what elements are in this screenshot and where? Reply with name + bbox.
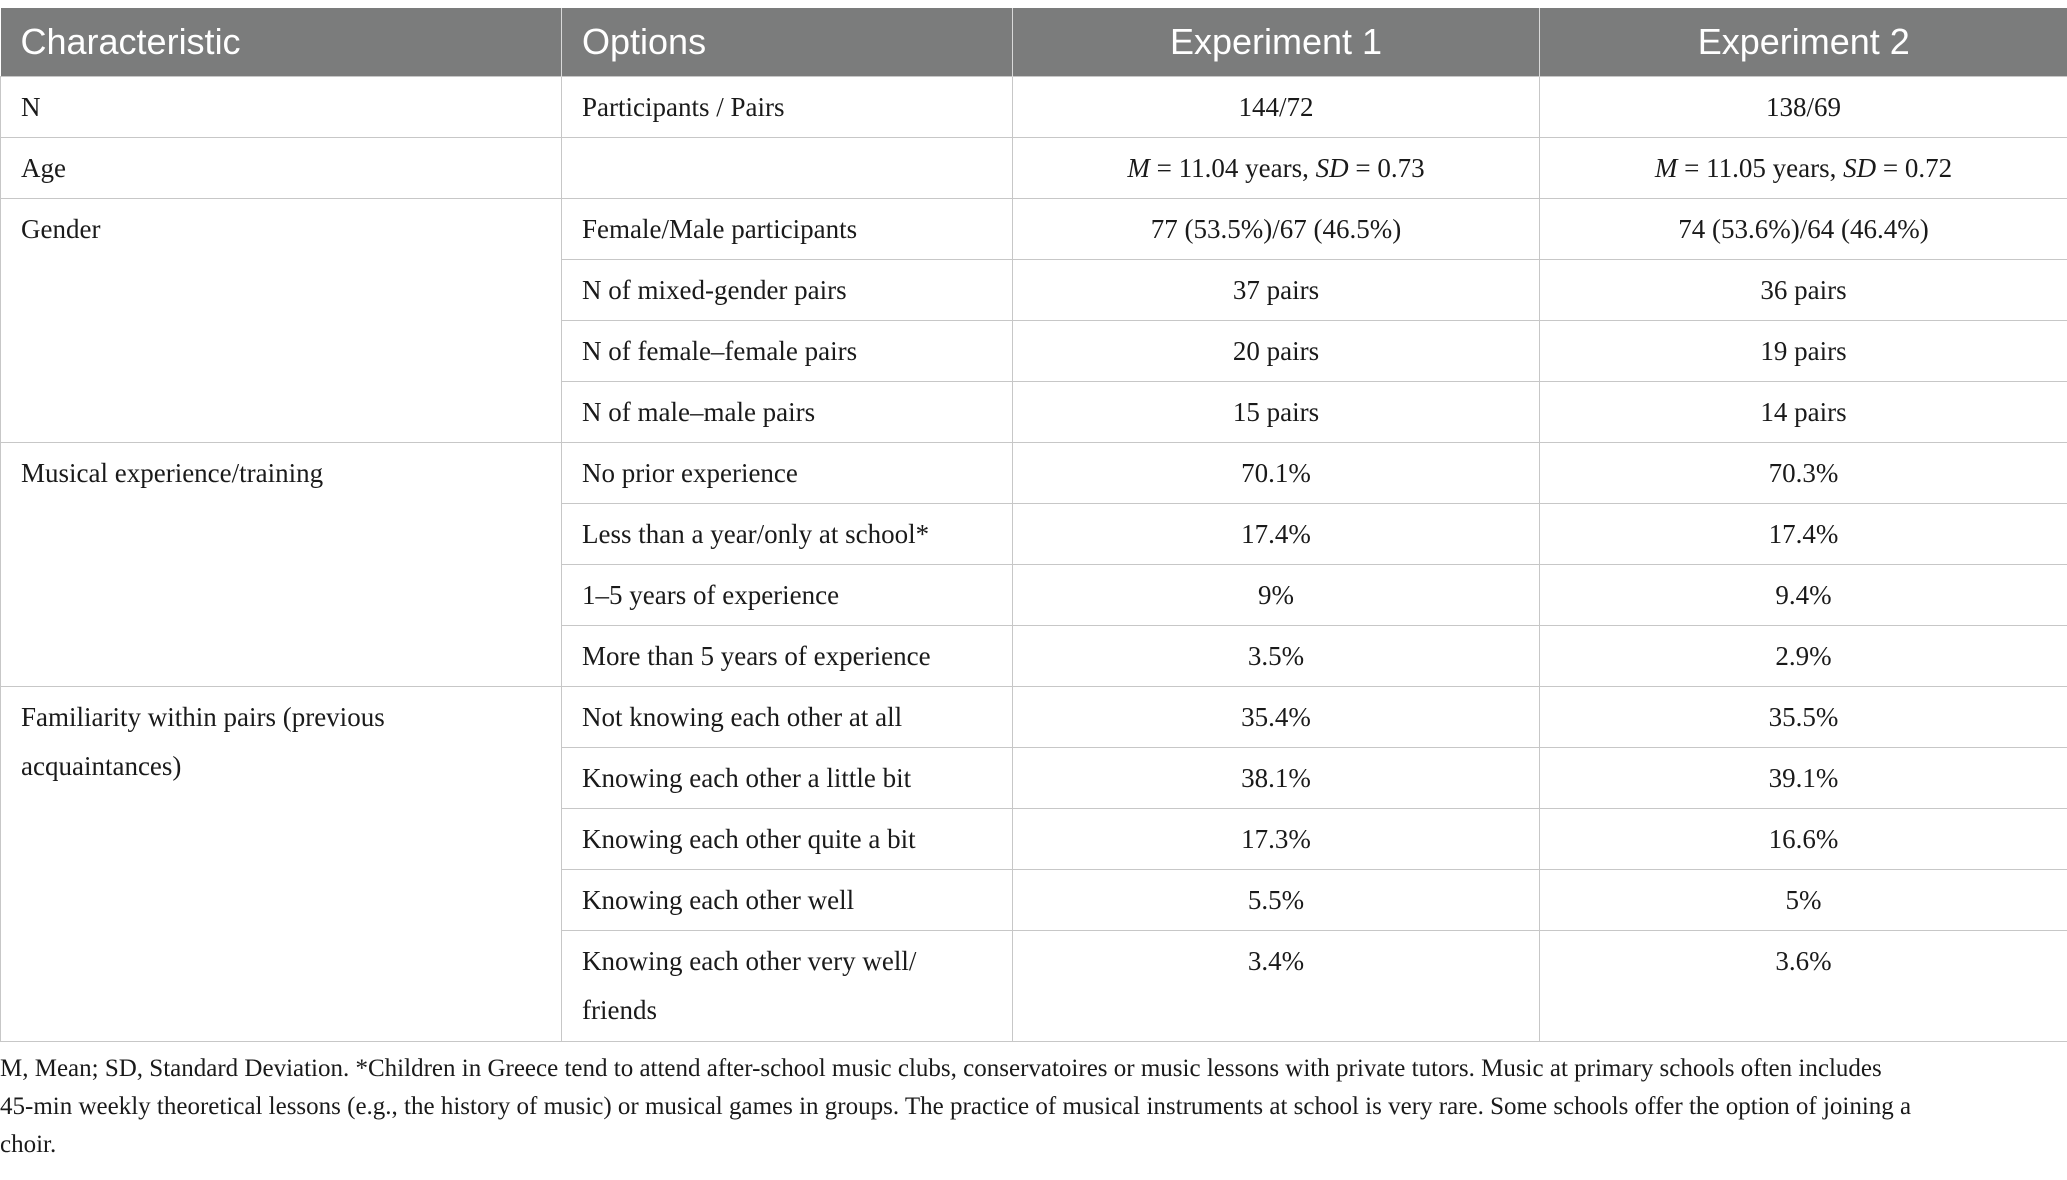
exp2-cell: 5% — [1540, 870, 2067, 931]
mean-value: = 11.04 years, — [1149, 152, 1316, 183]
exp1-cell: 144/72 — [1013, 77, 1540, 138]
exp2-cell: 14 pairs — [1540, 382, 2067, 443]
exp1-cell: 9% — [1013, 565, 1540, 626]
mean-symbol: M — [1654, 152, 1678, 183]
exp2-cell: 70.3% — [1540, 443, 2067, 504]
label-line: acquaintances) — [21, 751, 182, 781]
option-cell: More than 5 years of experience — [562, 626, 1013, 687]
row-label-familiarity — [1, 687, 562, 1042]
exp1-cell: 35.4% — [1013, 687, 1540, 748]
option-cell: Participants / Pairs — [562, 77, 1013, 138]
table-header-row — [1, 8, 2067, 77]
option-cell: Less than a year/only at school* — [562, 504, 1013, 565]
row-label-gender: Gender — [1, 199, 562, 443]
exp1-cell: 37 pairs — [1013, 260, 1540, 321]
option-line: Knowing each other very well/ — [582, 946, 917, 976]
exp1-cell: 15 pairs — [1013, 382, 1540, 443]
exp2-cell: 2.9% — [1540, 626, 2067, 687]
option-cell: 1–5 years of experience — [562, 565, 1013, 626]
row-label-music: Musical experience/training — [1, 443, 562, 687]
footnote-line: M, Mean; SD, Standard Deviation. *Children in Greece tend to attend after-school music clubs, conservatoires or music lessons with private tutors. Music at primary schools often includes — [0, 1055, 1882, 1082]
row-label-age: Age — [1, 138, 562, 199]
header-characteristic: Characteristic — [1, 8, 562, 77]
exp1-cell: 70.1% — [1013, 443, 1540, 504]
exp2-cell: 74 (53.6%)/64 (46.4%) — [1540, 199, 2067, 260]
table-footnote — [0, 1050, 2050, 1164]
table-row-music — [1, 443, 2067, 504]
table-row-n — [1, 77, 2067, 138]
exp2-cell: 16.6% — [1540, 809, 2067, 870]
exp2-cell: 3.6% — [1540, 931, 2067, 1042]
table-row-familiarity — [1, 687, 2067, 748]
option-cell: N of male–male pairs — [562, 382, 1013, 443]
table-container — [0, 8, 2067, 1042]
sd-value: = 0.73 — [1348, 152, 1425, 183]
label-line: Familiarity within pairs (previous — [21, 702, 385, 732]
sd-symbol: SD — [1315, 152, 1349, 183]
option-cell: Not knowing each other at all — [562, 687, 1013, 748]
demographics-table — [0, 8, 2067, 1042]
header-experiment-1: Experiment 1 — [1013, 8, 1540, 77]
sd-value: = 0.72 — [1876, 152, 1953, 183]
exp1-cell: 38.1% — [1013, 748, 1540, 809]
option-cell: N of female–female pairs — [562, 321, 1013, 382]
option-cell — [562, 931, 1013, 1042]
exp1-cell: 17.4% — [1013, 504, 1540, 565]
option-cell: Knowing each other a little bit — [562, 748, 1013, 809]
option-cell: Knowing each other well — [562, 870, 1013, 931]
footnote-line: 45-min weekly theoretical lessons (e.g., the history of music) or musical games in groups. The practice of musical instruments at school is very rare. Some schools offer the option of joining a — [0, 1093, 1912, 1120]
exp2-cell — [1540, 138, 2067, 199]
exp2-cell: 35.5% — [1540, 687, 2067, 748]
footnote-line: choir. — [0, 1131, 57, 1158]
exp1-cell: 3.4% — [1013, 931, 1540, 1042]
exp1-cell: 17.3% — [1013, 809, 1540, 870]
exp2-cell: 39.1% — [1540, 748, 2067, 809]
option-cell — [562, 138, 1013, 199]
option-cell: No prior experience — [562, 443, 1013, 504]
sd-symbol: SD — [1843, 152, 1877, 183]
row-label-n: N — [1, 77, 562, 138]
exp1-cell: 5.5% — [1013, 870, 1540, 931]
mean-symbol: M — [1127, 152, 1150, 183]
exp1-cell: 77 (53.5%)/67 (46.5%) — [1013, 199, 1540, 260]
header-options: Options — [562, 8, 1013, 77]
exp2-cell: 9.4% — [1540, 565, 2067, 626]
exp1-cell — [1013, 138, 1540, 199]
option-cell: N of mixed-gender pairs — [562, 260, 1013, 321]
exp1-cell: 3.5% — [1013, 626, 1540, 687]
header-experiment-2: Experiment 2 — [1540, 8, 2067, 77]
table-row-gender — [1, 199, 2067, 260]
exp2-cell: 36 pairs — [1540, 260, 2067, 321]
exp1-cell: 20 pairs — [1013, 321, 1540, 382]
exp2-cell: 17.4% — [1540, 504, 2067, 565]
exp2-cell: 19 pairs — [1540, 321, 2067, 382]
mean-value: = 11.05 years, — [1677, 152, 1844, 183]
option-line: friends — [582, 995, 657, 1025]
exp2-cell: 138/69 — [1540, 77, 2067, 138]
table-row-age — [1, 138, 2067, 199]
option-cell: Female/Male participants — [562, 199, 1013, 260]
option-cell: Knowing each other quite a bit — [562, 809, 1013, 870]
